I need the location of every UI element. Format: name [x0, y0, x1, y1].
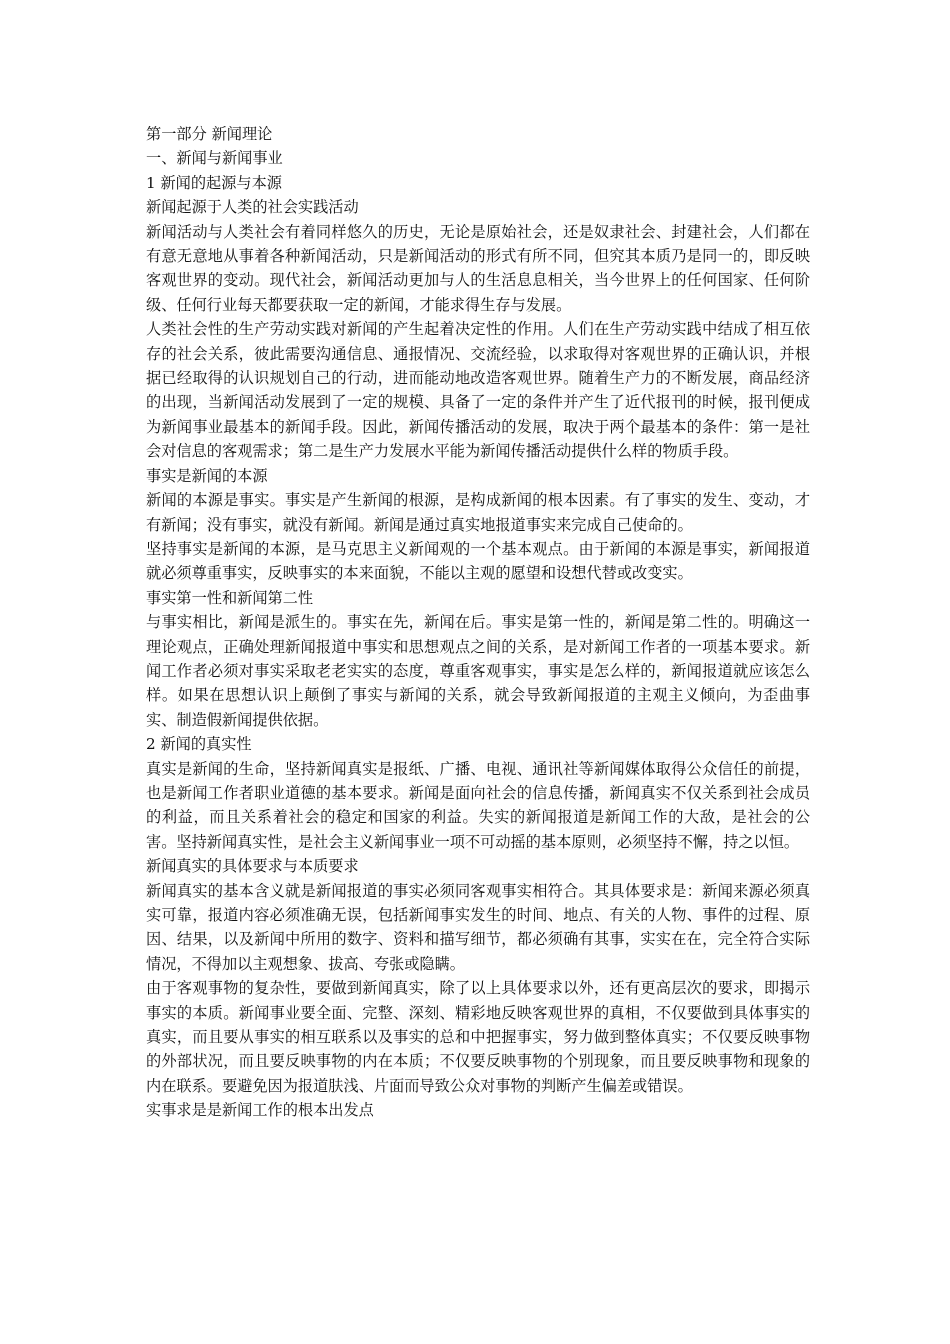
chapter-heading: 一、新闻与新闻事业: [146, 149, 283, 168]
paragraph: 新闻的本源是事实。事实是产生新闻的根源，是构成新闻的根本因素。有了事实的发生、变动，才有新闻；没有事实，就没有新闻。新闻是通过真实地报道事实来完成自己使命的。: [146, 491, 810, 534]
document-body: [146, 122, 810, 1123]
section-heading: 2 新闻的真实性: [146, 735, 252, 754]
subsection-heading: 实事求是是新闻工作的根本出发点: [146, 1101, 374, 1120]
paragraph: 真实是新闻的生命，坚持新闻真实是报纸、广播、电视、通讯社等新闻媒体取得公众信任的前提，也是新闻工作者职业道德的基本要求。新闻是面向社会的信息传播，新闻真实不仅关系到社会成员的利益，而且关系着社会的稳定和国家的利益。失实的新闻报道是新闻工作的大敌，是社会的公害。坚持新闻真实性，是社会主义新闻事业一项不可动摇的基本原则，必须坚持不懈，持之以恒。: [146, 759, 810, 851]
subsection-heading: 事实是新闻的本源: [146, 466, 268, 485]
paragraph: 新闻活动与人类社会有着同样悠久的历史，无论是原始社会，还是奴隶社会、封建社会，人们都在有意无意地从事着各种新闻活动，只是新闻活动的形式有所不同，但究其本质乃是同一的，即反映客观世界的变动。现代社会，新闻活动更加与人的生活息息相关，当今世界上的任何国家、任何阶级、任何行业每天都要获取一定的新闻，才能求得生存与发展。: [146, 222, 810, 314]
subsection-heading: 新闻起源于人类的社会实践活动: [146, 198, 359, 217]
subsection-heading: 事实第一性和新闻第二性: [146, 588, 314, 607]
section-heading: 1 新闻的起源与本源: [146, 173, 282, 192]
paragraph: 与事实相比，新闻是派生的。事实在先，新闻在后。事实是第一性的，新闻是第二性的。明确这一理论观点，正确处理新闻报道中事实和思想观点之间的关系，是对新闻工作者的一项基本要求。新闻工作者必须对事实采取老老实实的态度，尊重客观事实，事实是怎么样的，新闻报道就应该怎么样。如果在思想认识上颠倒了事实与新闻的关系，就会导致新闻报道的主观主义倾向，为歪曲事实、制造假新闻提供依据。: [146, 613, 810, 729]
paragraph: 新闻真实的基本含义就是新闻报道的事实必须同客观事实相符合。其具体要求是：新闻来源必须真实可靠，报道内容必须准确无误，包括新闻事实发生的时间、地点、有关的人物、事件的过程、原因、结果，以及新闻中所用的数字、资料和描写细节，都必须确有其事，实实在在，完全符合实际情况，不得加以主观想象、拔高、夸张或隐瞒。: [146, 881, 810, 973]
paragraph: 人类社会性的生产劳动实践对新闻的产生起着决定性的作用。人们在生产劳动实践中结成了相互依存的社会关系，彼此需要沟通信息、通报情况、交流经验，以求取得对客观世界的正确认识，并根据已经取得的认识规划自己的行动，进而能动地改造客观世界。随着生产力的不断发展，商品经济的出现，当新闻活动发展到了一定的规模、具备了一定的条件并产生了近代报刊的时候，报刊便成为新闻事业最基本的新闻手段。因此，新闻传播活动的发展，取决于两个最基本的条件：第一是社会对信息的客观需求；第二是生产力发展水平能为新闻传播活动提供什么样的物质手段。: [146, 320, 810, 461]
part-heading: 第一部分 新闻理论: [146, 125, 273, 143]
paragraph: 坚持事实是新闻的本源，是马克思主义新闻观的一个基本观点。由于新闻的本源是事实，新闻报道就必须尊重事实，反映事实的本来面貌，不能以主观的愿望和设想代替或改变实。: [146, 539, 810, 583]
paragraph: 由于客观事物的复杂性，要做到新闻真实，除了以上具体要求以外，还有更高层次的要求，即揭示事实的本质。新闻事业要全面、完整、深刻、精彩地反映客观世界的真相，不仅要做到具体事实的真实，而且要从事实的相互联系以及事实的总和中把握事实，努力做到整体真实；不仅要反映事物的外部状况，而且要反映事物的内在本质；不仅要反映事物的个别现象，而且要反映事物和现象的内在联系。要避免因为报道肤浅、片面而导致公众对事物的判断产生偏差或错误。: [146, 979, 810, 1095]
subsection-heading: 新闻真实的具体要求与本质要求: [146, 857, 359, 876]
